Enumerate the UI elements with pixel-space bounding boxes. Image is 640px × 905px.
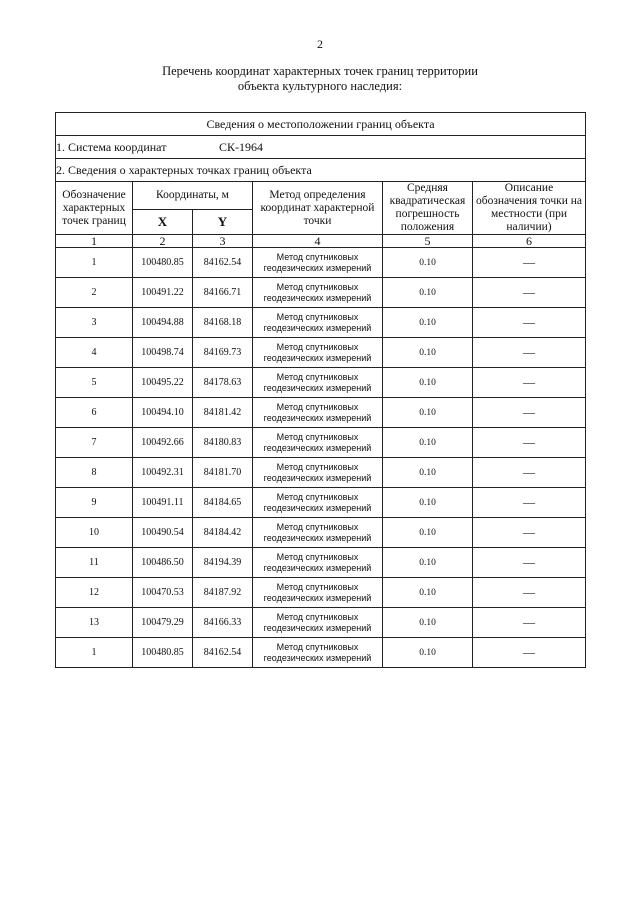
- table-row: [56, 578, 586, 608]
- error-cell: 0.10: [383, 308, 473, 338]
- method-line-1: Метод спутниковых: [276, 311, 359, 322]
- description-cell: —: [473, 548, 586, 578]
- column-number: 4: [253, 235, 383, 248]
- document-title-line-2: объекта культурного наследия:: [237, 79, 403, 93]
- x-coordinate-cell: 100494.88: [133, 308, 193, 338]
- point-number-cell: 5: [56, 368, 133, 398]
- description-cell: —: [473, 428, 586, 458]
- method-cell: [253, 608, 383, 638]
- x-coordinate-cell: 100480.85: [133, 248, 193, 278]
- table-row: [56, 548, 586, 578]
- description-cell: —: [473, 338, 586, 368]
- method-line-1: Метод спутниковых: [276, 431, 359, 442]
- x-coordinate-cell: 100492.31: [133, 458, 193, 488]
- method-line-1: Метод спутниковых: [276, 461, 359, 472]
- col-header-description: Описание обозначения точки на местности (при наличии): [473, 182, 586, 235]
- x-coordinate-cell: 100492.66: [133, 428, 193, 458]
- coordinates-table: [55, 112, 586, 668]
- table-row: [56, 518, 586, 548]
- y-coordinate-cell: 84181.42: [193, 398, 253, 428]
- document-title: [0, 64, 640, 94]
- method-line-2: геодезических измерений: [263, 472, 372, 483]
- method-line-2: геодезических измерений: [263, 652, 372, 663]
- point-number-cell: 8: [56, 458, 133, 488]
- point-number-cell: 10: [56, 518, 133, 548]
- table-row: [56, 248, 586, 278]
- error-cell: 0.10: [383, 398, 473, 428]
- method-line-1: Метод спутниковых: [276, 521, 359, 532]
- table-row: [56, 308, 586, 338]
- method-line-2: геодезических измерений: [263, 262, 372, 273]
- point-number-cell: 13: [56, 608, 133, 638]
- column-number-row: [56, 235, 586, 248]
- y-coordinate-cell: 84166.33: [193, 608, 253, 638]
- description-cell: —: [473, 278, 586, 308]
- method-line-1: Метод спутниковых: [276, 581, 359, 592]
- page-number: 2: [317, 37, 323, 51]
- description-cell: —: [473, 398, 586, 428]
- method-line-2: геодезических измерений: [263, 442, 372, 453]
- method-line-2: геодезических измерений: [263, 562, 372, 573]
- column-number: 5: [383, 235, 473, 248]
- y-coordinate-cell: 84162.54: [193, 248, 253, 278]
- method-cell: [253, 248, 383, 278]
- method-cell: [253, 278, 383, 308]
- description-cell: —: [473, 518, 586, 548]
- method-line-1: Метод спутниковых: [276, 401, 359, 412]
- method-line-2: геодезических измерений: [263, 532, 372, 543]
- x-coordinate-cell: 100491.11: [133, 488, 193, 518]
- section-header-row: [56, 113, 586, 136]
- x-coordinate-cell: 100491.22: [133, 278, 193, 308]
- table-row: [56, 488, 586, 518]
- point-number-cell: 2: [56, 278, 133, 308]
- error-cell: 0.10: [383, 638, 473, 668]
- error-cell: 0.10: [383, 578, 473, 608]
- method-line-1: Метод спутниковых: [276, 251, 359, 262]
- method-cell: [253, 428, 383, 458]
- coord-system-row: [56, 136, 586, 159]
- x-coordinate-cell: 100479.29: [133, 608, 193, 638]
- method-line-1: Метод спутниковых: [276, 641, 359, 652]
- col-header-coordinates: Координаты, м: [133, 182, 253, 210]
- error-cell: 0.10: [383, 608, 473, 638]
- points-header-row: [56, 159, 586, 182]
- method-line-2: геодезических измерений: [263, 352, 372, 363]
- y-coordinate-cell: 84184.65: [193, 488, 253, 518]
- column-number: 6: [473, 235, 586, 248]
- table-row: [56, 368, 586, 398]
- table-row: [56, 278, 586, 308]
- section-header: Сведения о местоположении границ объекта: [56, 113, 586, 136]
- coord-system-cell: [56, 136, 586, 159]
- y-coordinate-cell: 84187.92: [193, 578, 253, 608]
- y-coordinate-cell: 84168.18: [193, 308, 253, 338]
- method-cell: [253, 308, 383, 338]
- method-line-1: Метод спутниковых: [276, 551, 359, 562]
- col-header-y: Y: [193, 209, 253, 234]
- method-cell: [253, 368, 383, 398]
- description-cell: —: [473, 308, 586, 338]
- x-coordinate-cell: 100495.22: [133, 368, 193, 398]
- x-coordinate-cell: 100470.53: [133, 578, 193, 608]
- y-coordinate-cell: 84180.83: [193, 428, 253, 458]
- col-header-error: Средняя квадратическая погрешность положения: [383, 182, 473, 235]
- error-cell: 0.10: [383, 248, 473, 278]
- description-cell: —: [473, 608, 586, 638]
- error-cell: 0.10: [383, 278, 473, 308]
- error-cell: 0.10: [383, 428, 473, 458]
- method-line-1: Метод спутниковых: [276, 281, 359, 292]
- method-line-1: Метод спутниковых: [276, 491, 359, 502]
- point-number-cell: 4: [56, 338, 133, 368]
- description-cell: —: [473, 638, 586, 668]
- x-coordinate-cell: 100480.85: [133, 638, 193, 668]
- method-cell: [253, 548, 383, 578]
- method-cell: [253, 458, 383, 488]
- col-header-designation: Обозначение характерных точек границ: [56, 182, 133, 235]
- points-header: 2. Сведения о характерных точках границ объекта: [56, 159, 586, 182]
- error-cell: 0.10: [383, 458, 473, 488]
- method-line-2: геодезических измерений: [263, 592, 372, 603]
- method-line-2: геодезических измерений: [263, 502, 372, 513]
- method-cell: [253, 488, 383, 518]
- description-cell: —: [473, 578, 586, 608]
- x-coordinate-cell: 100486.50: [133, 548, 193, 578]
- method-cell: [253, 398, 383, 428]
- table-row: [56, 608, 586, 638]
- method-line-1: Метод спутниковых: [276, 611, 359, 622]
- error-cell: 0.10: [383, 548, 473, 578]
- description-cell: —: [473, 488, 586, 518]
- point-number-cell: 9: [56, 488, 133, 518]
- document-title-line-1: Перечень координат характерных точек границ территории: [162, 64, 478, 78]
- method-cell: [253, 638, 383, 668]
- x-coordinate-cell: 100494.10: [133, 398, 193, 428]
- method-line-2: геодезических измерений: [263, 622, 372, 633]
- column-number: 2: [133, 235, 193, 248]
- error-cell: 0.10: [383, 518, 473, 548]
- point-number-cell: 1: [56, 638, 133, 668]
- point-number-cell: 6: [56, 398, 133, 428]
- table-row: [56, 428, 586, 458]
- method-line-2: геодезических измерений: [263, 322, 372, 333]
- column-number: 1: [56, 235, 133, 248]
- point-number-cell: 12: [56, 578, 133, 608]
- error-cell: 0.10: [383, 488, 473, 518]
- method-line-1: Метод спутниковых: [276, 341, 359, 352]
- column-header-row: [56, 182, 586, 210]
- method-cell: [253, 578, 383, 608]
- coord-system-value: СК-1964: [219, 139, 264, 154]
- y-coordinate-cell: 84181.70: [193, 458, 253, 488]
- method-line-2: геодезических измерений: [263, 292, 372, 303]
- table-row: [56, 398, 586, 428]
- description-cell: —: [473, 368, 586, 398]
- method-line-2: геодезических измерений: [263, 382, 372, 393]
- coord-system-label: 1. Система координат: [56, 139, 167, 154]
- point-number-cell: 3: [56, 308, 133, 338]
- point-number-cell: 7: [56, 428, 133, 458]
- y-coordinate-cell: 84169.73: [193, 338, 253, 368]
- y-coordinate-cell: 84194.39: [193, 548, 253, 578]
- y-coordinate-cell: 84178.63: [193, 368, 253, 398]
- x-coordinate-cell: 100498.74: [133, 338, 193, 368]
- error-cell: 0.10: [383, 368, 473, 398]
- table-row: [56, 638, 586, 668]
- method-cell: [253, 338, 383, 368]
- error-cell: 0.10: [383, 338, 473, 368]
- method-line-2: геодезических измерений: [263, 412, 372, 423]
- table-row: [56, 338, 586, 368]
- description-cell: —: [473, 248, 586, 278]
- col-header-method: Метод определения координат характерной точки: [253, 182, 383, 235]
- method-cell: [253, 518, 383, 548]
- x-coordinate-cell: 100490.54: [133, 518, 193, 548]
- table-row: [56, 458, 586, 488]
- y-coordinate-cell: 84184.42: [193, 518, 253, 548]
- col-header-x: X: [133, 209, 193, 234]
- y-coordinate-cell: 84162.54: [193, 638, 253, 668]
- point-number-cell: 1: [56, 248, 133, 278]
- column-number: 3: [193, 235, 253, 248]
- description-cell: —: [473, 458, 586, 488]
- method-line-1: Метод спутниковых: [276, 371, 359, 382]
- point-number-cell: 11: [56, 548, 133, 578]
- y-coordinate-cell: 84166.71: [193, 278, 253, 308]
